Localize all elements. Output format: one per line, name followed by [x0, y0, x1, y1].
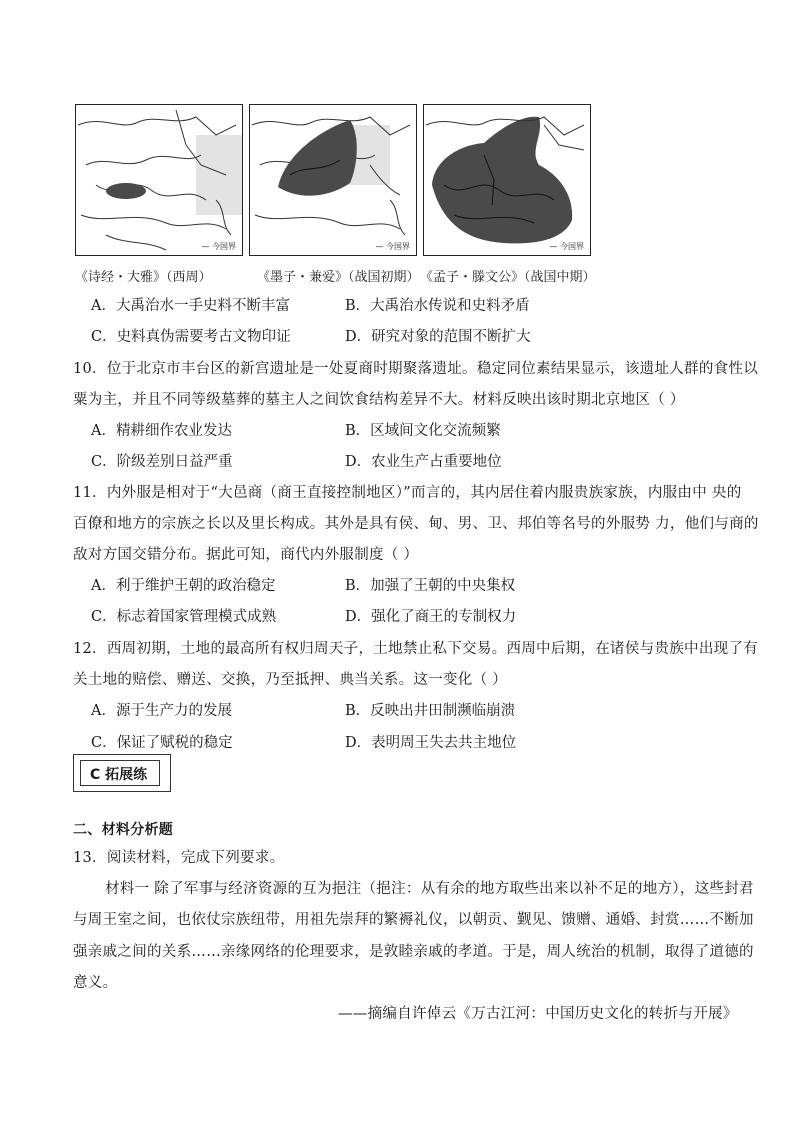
map-legend: — 今国界	[375, 242, 410, 251]
material-line-2: 与周王室之间，也依仗宗族纽带，用祖先崇拜的繁褥礼仪，以朝贡、觐见、馈赠、通婚、封赏……不断加	[73, 912, 754, 928]
map-western-zhou-graphic	[76, 105, 242, 255]
q9-option-c[interactable]: C．史料真伪需要考古文物印证	[91, 329, 291, 345]
material-source: ——摘编自许倬云《万古江河：中国历史文化的转折与开展》	[338, 1006, 738, 1022]
map-caption-2: 《墨子・兼爱》（战国初期）	[257, 270, 420, 285]
q11-stem-line-3: 敌对方国交错分布。据此可知，商代内外服制度（ ）	[73, 547, 419, 563]
q11-option-d[interactable]: D．强化了商王的专制权力	[345, 609, 517, 625]
map-legend: — 今国界	[549, 242, 584, 251]
map-caption-1: 《诗经・大雅》（西周）	[75, 270, 212, 285]
q11-option-b[interactable]: B．加强了王朝的中央集权	[345, 578, 516, 594]
q12-option-b[interactable]: B．反映出井田制濒临崩溃	[345, 703, 516, 719]
badge-frame	[80, 760, 160, 786]
extension-practice-badge	[73, 754, 171, 792]
q12-option-d[interactable]: D．表明周王失去共主地位	[345, 735, 517, 751]
q11-stem-line-2: 百僚和地方的宗族之长以及里长构成。其外是具有侯、甸、男、卫、邦伯等名号的外服势 力，他们与商的	[73, 516, 759, 532]
q12-stem-line-1: 12．西周初期，土地的最高所有权归周天子，土地禁止私下交易。西周中后期，在诸侯与贵族中出现了有	[73, 641, 759, 657]
map-caption-3: 《孟子・滕文公》（战国中期）	[420, 270, 596, 285]
q10-stem-line-1: 10．位于北京市丰台区的新宫遗址是一处夏商时期聚落遗址。稳定同位素结果显示，该遗址人群的食性以	[73, 361, 759, 377]
badge-label: C 拓展练	[90, 767, 148, 783]
map-early-warring-states-graphic	[250, 105, 416, 255]
q10-option-c[interactable]: C．阶级差别日益严重	[91, 454, 233, 470]
q9-option-a[interactable]: A．大禹治水一手史料不断丰富	[91, 298, 290, 314]
material-line-1: 材料一 除了军事与经济资源的互为挹注（挹注：从有余的地方取些出来以补不足的地方），这些封君	[105, 881, 754, 897]
q12-stem-line-2: 关土地的赔偿、赠送、交换，乃至抵押、典当关系。这一变化（ ）	[73, 672, 508, 688]
q10-option-b[interactable]: B．区域间文化交流频繁	[345, 423, 501, 439]
map-early-warring-states	[249, 104, 417, 256]
q10-option-a[interactable]: A．精耕细作农业发达	[91, 423, 232, 439]
map-legend: — 今国界	[201, 242, 236, 251]
q12-option-c[interactable]: C．保证了赋税的稳定	[91, 735, 233, 751]
map-mid-warring-states-graphic	[424, 105, 590, 255]
map-mid-warring-states	[423, 104, 591, 256]
q11-option-a[interactable]: A．利于维护王朝的政治稳定	[91, 578, 276, 594]
q13-stem: 13．阅读材料，完成下列要求。	[73, 850, 285, 866]
q9-option-b[interactable]: B．大禹治水传说和史料矛盾	[345, 298, 530, 314]
q9-option-d[interactable]: D．研究对象的范围不断扩大	[345, 329, 531, 345]
q10-stem-line-2: 粟为主，并且不同等级墓葬的墓主人之间饮食结构差异不大。材料反映出该时期北京地区（ ）	[73, 392, 685, 408]
q11-stem-line-1: 11．内外服是相对于“大邑商（商王直接控制地区）”而言的，其内居住着内服贵族家族，内服由中 央的	[73, 485, 742, 501]
material-line-4: 意义。	[73, 975, 118, 991]
q11-option-c[interactable]: C．标志着国家管理模式成熟	[91, 609, 277, 625]
material-line-3: 强亲戚之间的关系……亲缘网络的伦理要求，是敦睦亲戚的孝道。于是，周人统治的机制，取得了道德的	[73, 944, 754, 960]
section-title: 二、材料分析题	[73, 822, 174, 838]
q10-option-d[interactable]: D．农业生产占重要地位	[345, 454, 502, 470]
q12-option-a[interactable]: A．源于生产力的发展	[91, 703, 232, 719]
map-western-zhou	[75, 104, 243, 256]
